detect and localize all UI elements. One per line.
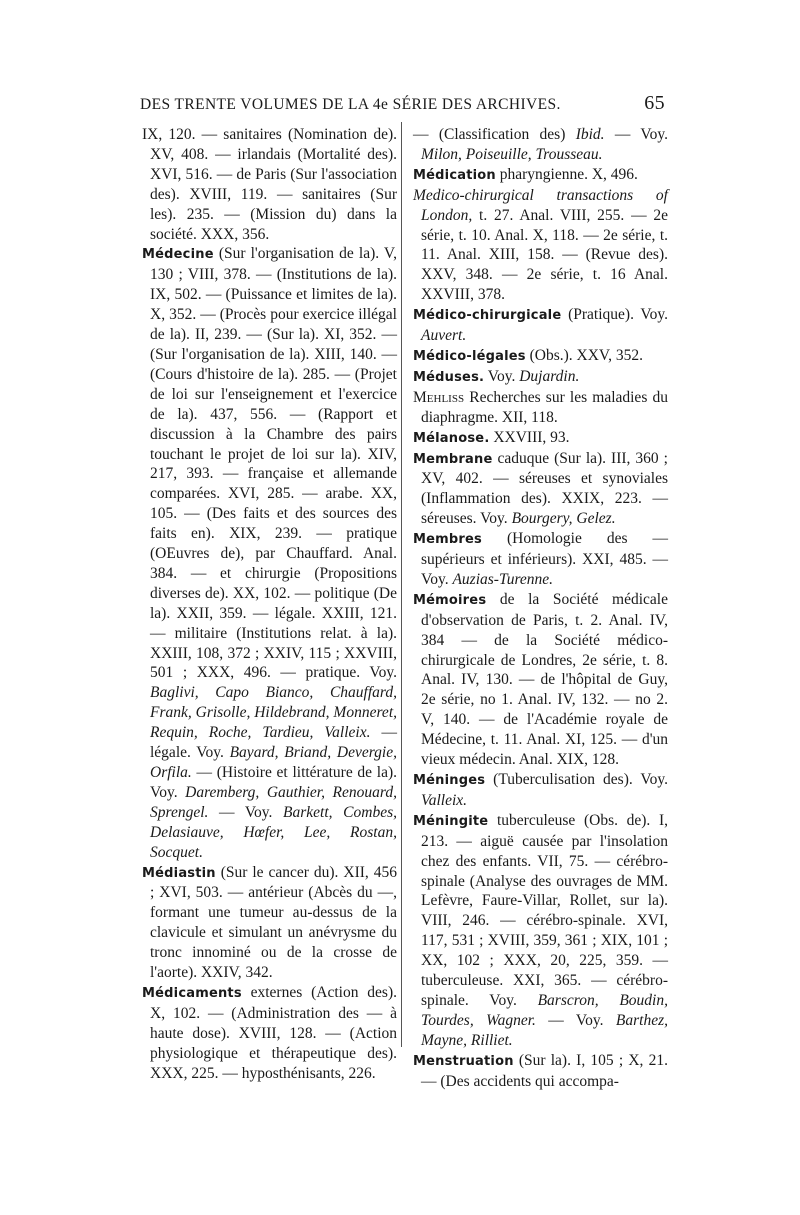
entry-medico-chirurgical-transactions: Medico-chirurgical transactions of London, t. 27. Anal. VIII, 255. — 2e série, t. 10. Anal. X, 118. — 2e série, t. 11. Anal. XIII, 158. — (Revue des). XXV, 348. — 2e série, t. 16 Anal. XXVIII, 378.	[413, 186, 668, 304]
entry-menstruation: Menstruation (Sur la). I, 105 ; X, 21. — (Des accidents qui accompa-	[413, 1051, 668, 1090]
entry-medico-chirurgicale: Médico-chirurgicale (Pratique). Voy. Auvert.	[413, 306, 668, 345]
entry-medecine: Médecine (Sur l'organisation de la). V, 130 ; VIII, 378. — (Institutions de la). IX, 502. — (Puissance et limites de la). X, 352. — (Procès pour exercice illégal de la). II, 239. — (Sur la). XI, 352. — (Sur l'organisation de la). XIII, 140. — (Cours d'histoire de la). 285. — (Projet de loi sur l'enseignement et l'exercice de la). 437, 556. — (Rapport et discussion à la Chambre des pairs touchant le projet de loi sur la). XIV, 217, 393. — française et allemande comparées. XVI, 285. — arabe. XX, 105. — (Des faits et des sources des faits en). XIX, 239. — pratique (OEuvres de), par Chauffard. Anal. 384. — et chirurgie (Propositions diverses de). XX, 102. — politique (De la). XXII, 359. — légale. XXIII, 121. — militaire (Institutions relat. à la). XXIII, 108, 372 ; XXIV, 115 ; XXVIII, 501 ; XXX, 496. — pratique. Voy. Baglivi, Capo Bianco, Chauffard, Frank, Grisolle, Hildebrand, Monneret, Requin, Roche, Tardieu, Valleix. — légale. Voy. Bayard, Briand, Devergie, Orfila. — (Histoire et littérature de la). Voy. Daremberg, Gauthier, Renouard, Sprengel. — Voy. Barkett, Combes, Delasiauve, Hœfer, Lee, Rostan, Socquet.	[142, 245, 398, 861]
right-column	[413, 125, 668, 1092]
entry-medico-legales: Médico-légales (Obs.). XXV, 352.	[413, 346, 643, 364]
entry-meninges: Méninges (Tuberculisation des). Voy. Valleix.	[413, 771, 668, 809]
entry-memoires: Mémoires de la Société médicale d'observation de Paris, t. 2. Anal. IV, 384 — de la Société médico-chirurgicale de Londres, 2e série, t. 8. Anal. IV, 130. — de l'hôpital de Guy, 2e série, no 1. Anal. IV, 132. — no 2. V, 140. — de l'Académie royale de Médecine, t. 11. Anal. XI, 125. — d'un vieux médecin. Anal. XIX, 128.	[413, 590, 668, 769]
entry-medication: Médication pharyngienne. X, 496.	[413, 165, 638, 183]
entry-meduses: Méduses. Voy. Dujardin.	[413, 367, 580, 385]
entry-membres: Membres (Homologie des — supérieurs et inférieurs). XXI, 485. — Voy. Auzias-Turenne.	[413, 530, 668, 588]
entry-mediastin: Médiastin (Sur le cancer du). XII, 456 ; XVI, 503. — antérieur (Abcès du —, formant une tumeur au-dessus de la clavicule et simulant un anévrysme du tronc innominé ou de la crosse de l'aorte). XXIV, 342.	[142, 863, 397, 982]
entry-medicaments: Médicaments externes (Action des). X, 102. — (Administration des — à haute dose). XVIII, 128. — (Action physiologique et thérapeutique des). XXX, 225. — hyposthénisants, 226.	[142, 983, 397, 1082]
entry-continuation: IX, 120. — sanitaires (Nomination de). XV, 408. — irlandais (Mortalité des). XVI, 516. — de Paris (Sur l'association des). XVIII, 119. — sanitaires (Sur les). 235. — (Mission du) dans la société. XXX, 356.	[142, 126, 397, 243]
entry-membrane: Membrane caduque (Sur la). III, 360 ; XV, 402. — séreuses et synoviales (Inflammation des). XXIX, 223. — séreuses. Voy. Bourgery, Gelez.	[413, 449, 668, 528]
entry-melanose: Mélanose. XXVIII, 93.	[413, 428, 570, 446]
left-column	[142, 125, 397, 1084]
entry-meningite: Méningite tuberculeuse (Obs. de). I, 213. — aiguë causée par l'insolation chez des enfants. VII, 75. — cérébro-spinale (Analyse des ouvrages de MM. Lefèvre, Faure-Villar, Rollet, sur la). VIII, 246. — cérébro-spinale. XVI, 117, 531 ; XVIII, 359, 361 ; XIX, 101 ; XX, 102 ; XXX, 20, 225, 359. — tuberculeuse. XXI, 365. — cérébro-spinale. Voy. Barscron, Boudin, Tourdes, Wagner. — Voy. Barthez, Mayne, Rilliet.	[413, 811, 668, 1049]
entry-classification: — (Classification des) Ibid. — Voy. Milon, Poiseuille, Trousseau.	[413, 126, 668, 163]
column-divider	[401, 122, 402, 1047]
running-header	[140, 92, 665, 122]
page-number: 65	[644, 92, 665, 114]
entry-mehliss: Mehliss Recherches sur les maladies du diaphragme. XII, 118.	[413, 388, 668, 426]
running-title: DES TRENTE VOLUMES DE LA 4e SÉRIE DES ARCHIVES.	[140, 96, 561, 113]
